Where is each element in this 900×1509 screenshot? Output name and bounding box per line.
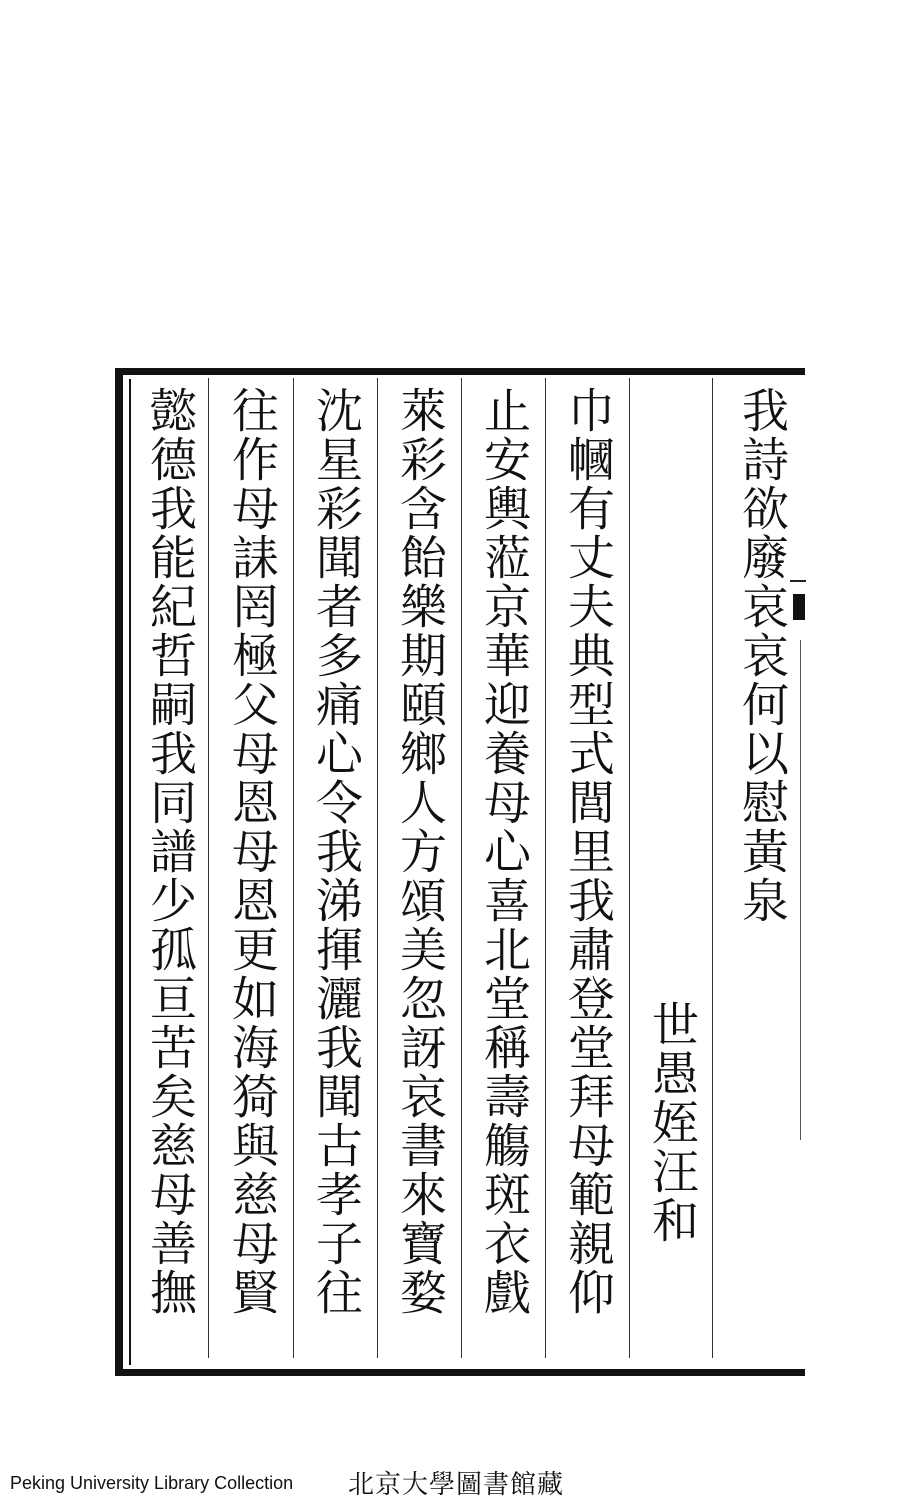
column-rule xyxy=(545,378,546,1358)
column-rule xyxy=(377,378,378,1358)
text-column-8: 懿德我能紀哲嗣我同譜少孤亘苦矣慈母善撫 xyxy=(142,386,197,1317)
fold-mark-block xyxy=(793,594,805,620)
column-rule xyxy=(629,378,630,1358)
fold-mark xyxy=(790,580,806,582)
text-column-1: 我詩欲廢哀哀何以慰黃泉 xyxy=(734,386,789,925)
text-column-6: 沈星彩聞者多痛心令我涕揮灑我聞古孝子往 xyxy=(308,386,363,1317)
collection-caption-zh: 北京大學圖書館藏 xyxy=(348,1470,565,1500)
author-column: 世愚姪汪和 xyxy=(644,1000,699,1245)
column-rule xyxy=(461,378,462,1358)
collection-footer xyxy=(0,1464,900,1504)
text-column-5: 萊彩含飴樂期頤鄉人方頌美忽訝哀書來寶婺 xyxy=(392,386,447,1317)
text-column-7: 往作母誄罔極父母恩母恩更如海猗與慈母賢 xyxy=(224,386,279,1317)
text-column-3: 巾幗有丈夫典型式閭里我肅登堂拜母範親仰 xyxy=(560,386,615,1317)
column-rule xyxy=(293,378,294,1358)
page-edge-line xyxy=(800,640,801,1140)
collection-caption-en: Peking University Library Collection xyxy=(10,1473,294,1493)
printed-frame xyxy=(115,368,805,1376)
column-rule xyxy=(712,378,713,1358)
text-column-4: 止安輿蒞京華迎養母心喜北堂稱壽觴斑衣戲 xyxy=(476,386,531,1317)
column-rule xyxy=(208,378,209,1358)
